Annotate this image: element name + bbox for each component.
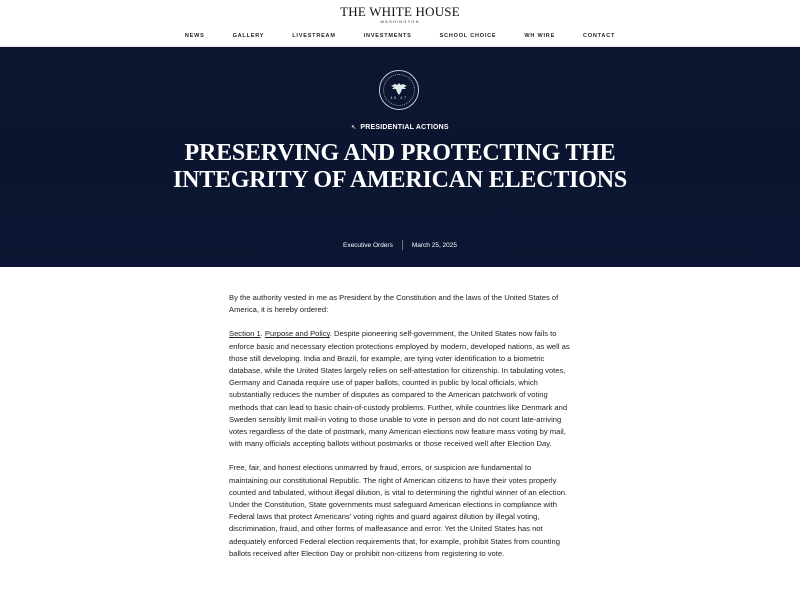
section-title: Purpose and Policy	[264, 329, 330, 339]
logo-subtitle: WASHINGTON	[380, 19, 420, 24]
paragraph-3: Under the Constitution, State governments must safeguard American elections in compliance with Federal laws that protect Americans' voting rights and guard against dilution by illegal voting, discrimination, fraud, and other forms of malfeasance and error. Yet the United States has not adequately enforced Federal election requirements that, for example, prohibit States from counting ballots received after Election Day or prohibit non-citizens from registering to vote.	[229, 500, 560, 558]
hero-banner	[0, 47, 800, 267]
meta-divider	[402, 240, 403, 250]
nav-investments[interactable]: INVESTMENTS	[363, 33, 412, 39]
category-kicker[interactable]	[0, 124, 800, 131]
intro-paragraph: By the authority vested in me as President by the Constitution and the laws of the United States of America, it is hereby ordered:	[229, 293, 559, 315]
nav-livestream[interactable]: LIVESTREAM	[292, 33, 336, 39]
seal-inner	[383, 74, 415, 106]
nav-wh-wire[interactable]: WH WIRE	[524, 33, 556, 39]
nav-contact[interactable]: CONTACT	[583, 33, 616, 39]
arrow-icon: ↖	[351, 125, 357, 131]
page-title	[0, 140, 800, 194]
main-nav	[0, 33, 800, 39]
category-link[interactable]: Executive Orders	[342, 241, 393, 249]
article-meta	[0, 240, 800, 250]
section-1-paragraph: Section 1. Purpose and Policy. Despite pioneering self-government, the United States now fails to enforce basic and necessary election protections employed by modern, developed nations, as well as those still developing. India and Brazil, for example, are tying voter identification to a biometric database, while the United States largely relies on self-attestation for citizenship. In tabulating votes, Germany and Canada require use of paper ballots, counted in public by local officials, which substantially reduces the number of disputes as compared to the American patchwork of voting methods that can lead to basic chain-of-custody problems. Further, while countries like Denmark and Sweden sensibly limit mail-in voting to those unable to vote in person and do not count late-arriving votes regardless of the date of postmark, many American elections now feature mass voting by mail, with many officials accepting ballots without postmarks or those received well after Election Day.	[229, 329, 570, 449]
title-line-2: INTEGRITY OF AMERICAN ELECTIONS	[172, 167, 628, 193]
nav-news[interactable]: NEWS	[184, 33, 205, 39]
section-label: Section 1	[229, 329, 261, 339]
section-text: . Despite pioneering self-government, the United States now fails to enforce basic and necessary election protections employed by modern, developed nations, as well as those still developing. India and Brazil, for example, are tying voter identification to a biometric database, while the United States largely relies on self-attestation for citizenship. In tabulating votes, Germany and Canada require use of paper ballots, counted in public by local officials, which substantially reduces the number of disputes as compared to the American patchwork of voting methods that can lead to basic chain-of-custody problems. Further, while countries like Denmark and Sweden sensibly limit mail-in voting to those unable to vote in person and do not count late-arriving votes regardless of the date of postmark, many American elections now feature mass voting by mail, with many officials accepting ballots without postmarks or those received well after Election Day.	[229, 329, 570, 449]
logo-title: THE WHITE HOUSE	[340, 4, 460, 19]
publish-date: March 25, 2025	[411, 241, 458, 249]
nav-school-choice[interactable]: SCHOOL CHOICE	[439, 33, 497, 39]
site-logo[interactable]	[0, 5, 800, 24]
title-line-1: PRESERVING AND PROTECTING THE	[184, 140, 616, 166]
presidential-seal-icon	[379, 70, 419, 110]
nav-gallery[interactable]: GALLERY	[232, 33, 265, 39]
article-body	[229, 292, 571, 572]
site-header	[0, 0, 800, 47]
seal-numbers: 45 47	[390, 94, 408, 100]
kicker-label: PRESIDENTIAL ACTIONS	[360, 124, 449, 131]
paragraph-2: Free, fair, and honest elections unmarred by fraud, errors, or suspicion are fundamental to maintaining our constitutional Republic. The right of American citizens to have their votes properly counted and tabulated, without illegal dilution, is vital to determining the rightful winner of an election.	[229, 463, 568, 497]
